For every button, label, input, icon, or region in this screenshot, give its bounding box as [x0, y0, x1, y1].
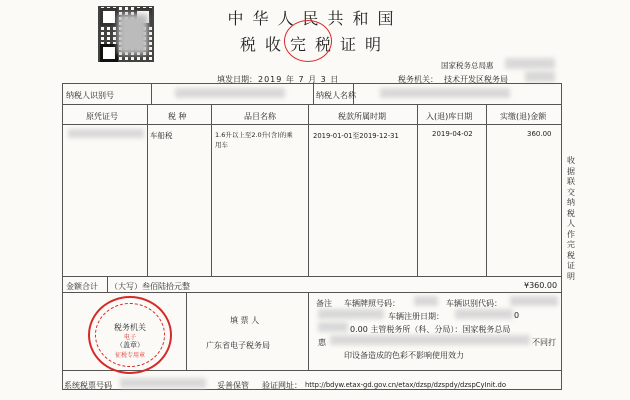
total-amount: ¥360.00: [524, 281, 558, 290]
taxpayer-name-label: 纳税人名称: [316, 91, 356, 100]
side-label-char: 交: [567, 187, 575, 197]
taxpayer-id-label: 纳税人识别号: [66, 91, 114, 100]
document-title: 中华人民共和国: [227, 9, 403, 28]
row-divider: [62, 124, 562, 125]
remark-line2: 车辆注册日期：: [388, 312, 444, 321]
side-label-char: 收: [567, 156, 575, 165]
serial-redaction: [120, 378, 206, 388]
tax-office-redaction: [525, 71, 555, 82]
side-label-char: 联: [567, 177, 575, 186]
col-divider: [211, 104, 212, 276]
col-divider: [313, 83, 314, 104]
col-divider: [186, 292, 187, 370]
filler-label: 填 票 人: [230, 316, 260, 325]
seal-inner-4: 征税专用章: [114, 352, 145, 359]
row-item-name-line2: 用车: [215, 141, 228, 149]
side-label-char: 税: [567, 208, 575, 218]
remark-line4-a: 惠: [318, 338, 326, 347]
row-period: 2019-01-01至2019-12-31: [313, 132, 399, 140]
taxpayer-name-redaction: [380, 88, 510, 98]
issuer-line: 国家税务总局惠: [441, 61, 494, 70]
col-divider: [107, 276, 108, 292]
receipt-copy-label: [566, 156, 576, 282]
row-item-name-line1: 1.6升以上至2.0升(含)的乘: [215, 131, 293, 139]
tax-office-label: 税务机关：: [398, 75, 438, 84]
col-header-entry-date: 入(退)库日期: [426, 112, 473, 121]
voucher-number-redaction: [68, 129, 144, 138]
side-label-char: 明: [567, 271, 575, 281]
col-header-period: 税款所属时期: [338, 112, 386, 121]
verify-url[interactable]: http://bdyw.etax-gd.gov.cn/etax/dzsp/dzspdy/dzspCyInit.do: [305, 381, 507, 389]
reg-date-redaction: [455, 309, 513, 319]
col-header-tax-type: 税 种: [168, 112, 187, 121]
remark-line3: 0.00 主管税务所（科、分局）：国家税务总局: [350, 325, 511, 334]
col-divider: [308, 292, 309, 370]
row-amount: 360.00: [527, 130, 552, 138]
col-divider: [151, 83, 152, 104]
remark-line2-tail: 0: [514, 311, 520, 320]
filler-value: 广东省电子税务局: [206, 341, 270, 350]
col-divider: [308, 104, 309, 276]
total-label: 金额合计: [66, 282, 98, 291]
row-tax-type: 车船税: [150, 131, 173, 140]
document-subtitle: 税收完税证明: [239, 35, 390, 54]
remark-label: 备注: [316, 299, 332, 308]
remark-line5: 印设备造成的色彩不影响使用效力: [344, 351, 464, 360]
verify-label: 验证网址：: [262, 381, 302, 390]
side-label-char: 证: [567, 261, 575, 270]
seal-inner-2: 电子: [123, 334, 136, 341]
side-label-char: 作: [567, 229, 575, 239]
fill-date-label: 填发日期：: [217, 75, 257, 84]
serial-label: 系统税票号码: [64, 381, 112, 390]
issuer-redaction: [505, 58, 555, 69]
row-entry-date: 2019-04-02: [432, 130, 473, 138]
side-label-char: 税: [567, 250, 575, 260]
side-label-char: 据: [567, 166, 575, 176]
side-label-char: 纳: [567, 198, 575, 207]
col-divider: [147, 104, 148, 276]
remark-line1-b: 车辆识别代码：: [446, 299, 502, 308]
seal-inner-1: 税务机关: [114, 323, 146, 332]
taxpayer-id-redaction: [175, 88, 285, 98]
row-divider: [62, 104, 562, 105]
col-header-item-name: 品目名称: [244, 112, 276, 121]
remark-line3-redaction: [318, 322, 348, 332]
title-seal: [284, 20, 332, 62]
col-divider: [417, 104, 418, 276]
total-chinese-amount: （大写）叁佰陆拾元整: [110, 282, 190, 291]
tax-authority-seal: [88, 296, 172, 374]
remark-line4-b: 不同打: [532, 338, 556, 347]
col-header-voucher: 原凭证号: [86, 112, 118, 121]
fill-date: 2019 年 7 月 3 日: [258, 75, 340, 84]
row-divider: [62, 276, 562, 277]
side-label-char: 完: [567, 240, 575, 249]
plate-number-redaction: [414, 296, 438, 306]
side-label-char: 人: [567, 219, 575, 228]
vin-redaction: [510, 296, 558, 306]
keep-safe-label: 妥善保管: [217, 381, 249, 390]
remark-line1-a: 车辆牌照号码：: [344, 299, 400, 308]
row-divider: [62, 292, 562, 293]
col-header-amount: 实缴(退)金额: [500, 112, 547, 121]
col-divider: [486, 104, 487, 276]
remark-line2-redaction: [318, 309, 384, 319]
seal-inner-3: （盖章）: [116, 341, 144, 349]
tax-office: 技术开发区税务局: [444, 75, 508, 84]
remark-line4-redaction: [330, 335, 530, 345]
